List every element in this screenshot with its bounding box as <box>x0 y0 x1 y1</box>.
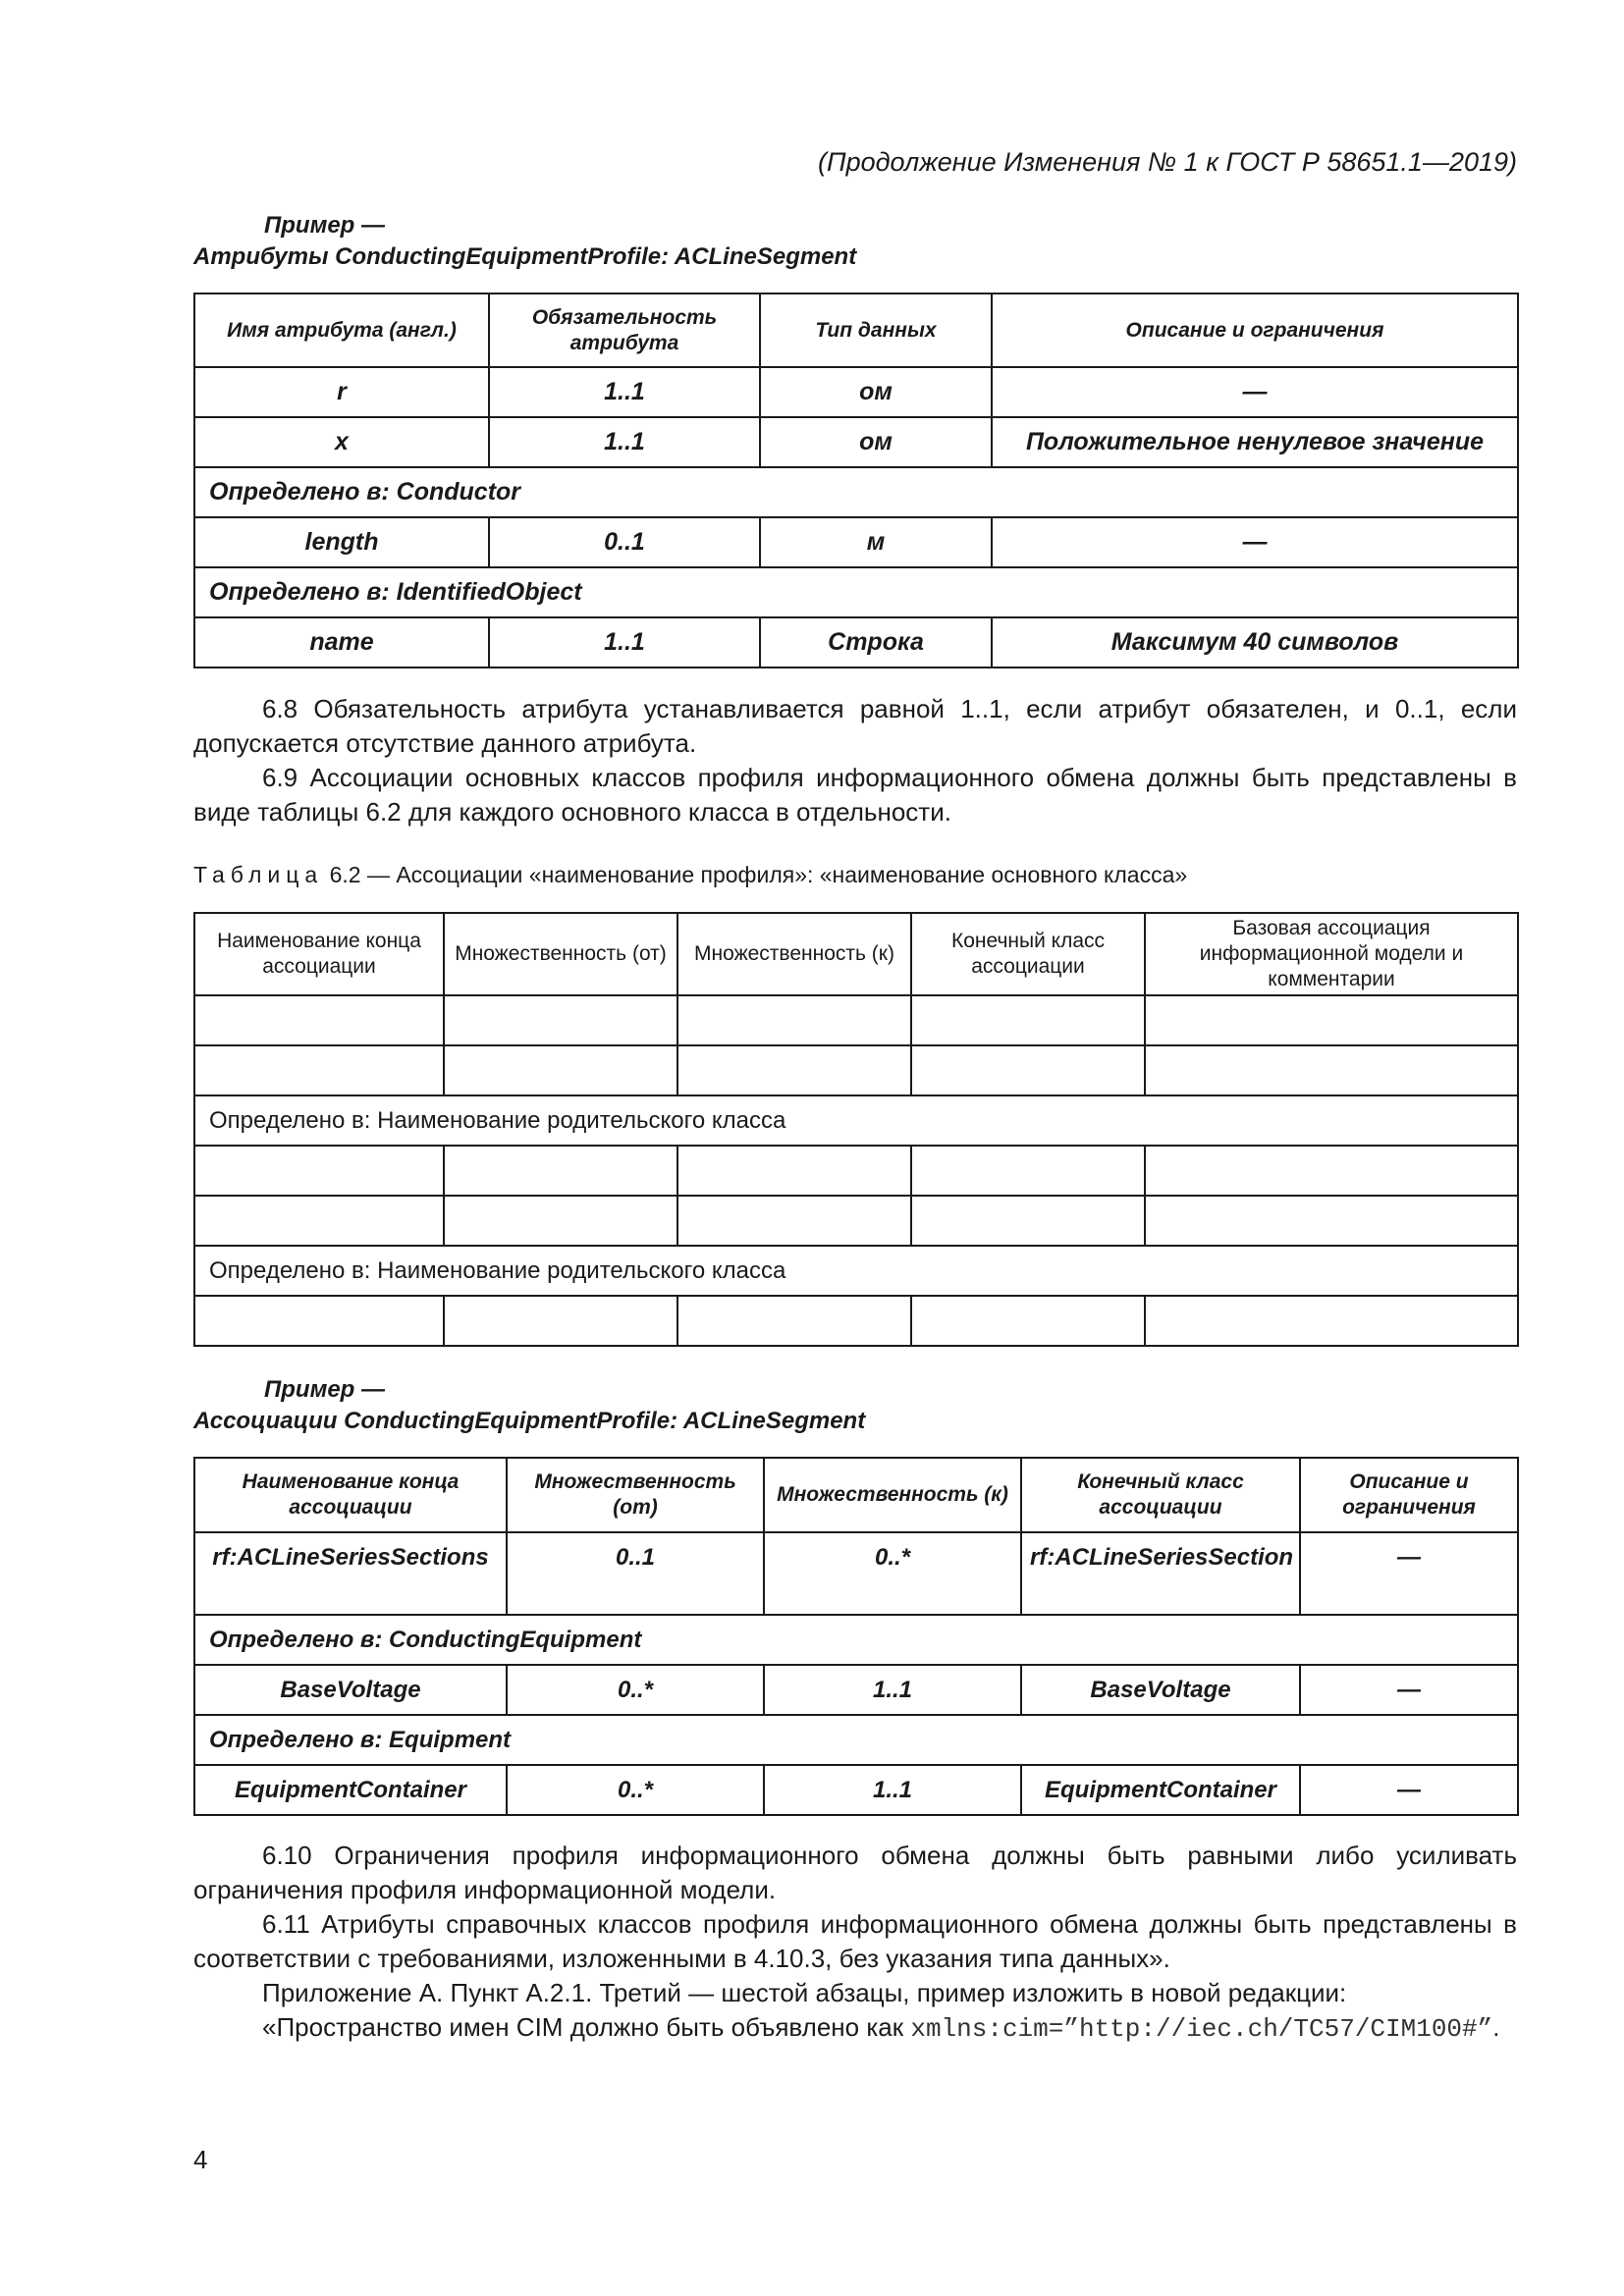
paragraphs-6-8-6-9 <box>193 692 1517 829</box>
empty-cell <box>911 1196 1145 1246</box>
empty-cell <box>444 1196 677 1246</box>
table-header-row <box>194 1458 1518 1532</box>
header-cell: Множественность (от) <box>507 1458 764 1532</box>
table-header-row <box>194 294 1518 367</box>
table-cell: 0..1 <box>507 1532 764 1615</box>
group-row <box>194 1715 1518 1765</box>
table-cell: BaseVoltage <box>1021 1665 1300 1715</box>
header-cell: Множественность (к) <box>677 913 911 995</box>
header-cell: Множественность (к) <box>764 1458 1021 1532</box>
table-cell: 0..* <box>507 1665 764 1715</box>
table-cell: м <box>760 517 992 567</box>
associations-example-table <box>193 1457 1519 1816</box>
group-cell: Определено в: Conductor <box>194 467 1518 517</box>
empty-cell <box>194 1196 444 1246</box>
empty-cell <box>677 1196 911 1246</box>
table-cell: name <box>194 617 489 667</box>
empty-cell <box>911 1146 1145 1196</box>
table-cell: 1..1 <box>489 367 760 417</box>
group-row <box>194 1246 1518 1296</box>
attributes-example-table <box>193 293 1519 668</box>
table-cell: — <box>992 367 1518 417</box>
paragraph-annex: Приложение А. Пункт А.2.1. Третий — шестой абзацы, пример изложить в новой редакции: <box>262 1978 1347 2007</box>
page-number: 4 <box>193 2145 208 2174</box>
group-cell: Определено в: IdentifiedObject <box>194 567 1518 617</box>
table-cell: length <box>194 517 489 567</box>
table2-caption <box>193 862 1187 888</box>
example1-caption: Атрибуты ConductingEquipmentProfile: ACLineSegment <box>193 243 857 270</box>
table-row <box>194 517 1518 567</box>
table-cell: EquipmentContainer <box>194 1765 507 1815</box>
table-cell: 0..* <box>764 1532 1021 1615</box>
example2-label: Пример — <box>264 1376 386 1403</box>
group-row <box>194 467 1518 517</box>
paragraphs-6-10-onward <box>193 1839 1517 2047</box>
header-cell: Имя атрибута (англ.) <box>194 294 489 367</box>
table-row <box>194 417 1518 467</box>
empty-cell <box>194 1045 444 1095</box>
header-cell: Наименование конца ассоциации <box>194 1458 507 1532</box>
table-row <box>194 367 1518 417</box>
group-row <box>194 1095 1518 1146</box>
paragraph-6-8: 6.8 Обязательность атрибута устанавливается равной 1..1, если атрибут обязателен, и 0..1, если допускается отсутствие данного атрибута. <box>193 694 1517 758</box>
table-cell: Положительное ненулевое значение <box>992 417 1518 467</box>
example1-title <box>193 210 856 273</box>
table-row <box>194 1765 1518 1815</box>
table-cell: ом <box>760 367 992 417</box>
empty-row <box>194 1196 1518 1246</box>
table-cell: BaseVoltage <box>194 1665 507 1715</box>
empty-cell <box>911 1296 1145 1346</box>
header-cell: Наименование конца ассоциации <box>194 913 444 995</box>
header-cell: Множественность (от) <box>444 913 677 995</box>
header-cell: Конечный класс ассоциации <box>911 913 1145 995</box>
empty-cell <box>194 1146 444 1196</box>
group-cell: Определено в: Equipment <box>194 1715 1518 1765</box>
table-cell: x <box>194 417 489 467</box>
table-cell: 1..1 <box>764 1765 1021 1815</box>
table-cell: EquipmentContainer <box>1021 1765 1300 1815</box>
empty-cell <box>1145 1196 1518 1246</box>
table-cell: 1..1 <box>764 1665 1021 1715</box>
group-row <box>194 1615 1518 1665</box>
empty-cell <box>677 1045 911 1095</box>
empty-cell <box>677 1146 911 1196</box>
empty-cell <box>677 1296 911 1346</box>
empty-cell <box>1145 1146 1518 1196</box>
empty-cell <box>444 1296 677 1346</box>
header-cell: Конечный класс ассоциации <box>1021 1458 1300 1532</box>
table-row <box>194 617 1518 667</box>
empty-cell <box>1145 1296 1518 1346</box>
empty-row <box>194 1146 1518 1196</box>
paragraph-6-10: 6.10 Ограничения профиля информационного обмена должны быть равными либо усиливать ограничения профиля информационной модели. <box>193 1841 1517 1904</box>
empty-cell <box>444 995 677 1045</box>
paragraph-6-9: 6.9 Ассоциации основных классов профиля информационного обмена должны быть представлены в виде таблицы 6.2 для каждого основного класса в отдельности. <box>193 763 1517 827</box>
empty-cell <box>1145 1045 1518 1095</box>
example1-label: Пример — <box>264 212 386 239</box>
empty-cell <box>911 995 1145 1045</box>
table-header-row <box>194 913 1518 995</box>
group-cell: Определено в: Наименование родительского класса <box>194 1095 1518 1146</box>
cim-prefix: «Пространство имен CIM должно быть объявлено как <box>262 2012 904 2042</box>
table-cell: Строка <box>760 617 992 667</box>
table-cell: — <box>1300 1532 1518 1615</box>
empty-cell <box>677 995 911 1045</box>
header-cell: Описание и ограничения <box>992 294 1518 367</box>
header-cell: Описание и ограничения <box>1300 1458 1518 1532</box>
empty-row <box>194 1045 1518 1095</box>
empty-cell <box>194 995 444 1045</box>
empty-cell <box>1145 995 1518 1045</box>
page-header: (Продолжение Изменения № 1 к ГОСТ Р 58651.1—2019) <box>818 147 1517 177</box>
example2-title <box>193 1374 865 1437</box>
table-cell: 0..1 <box>489 517 760 567</box>
associations-template-table <box>193 912 1519 1347</box>
header-cell: Тип данных <box>760 294 992 367</box>
group-cell: Определено в: Наименование родительского класса <box>194 1246 1518 1296</box>
group-cell: Определено в: ConductingEquipment <box>194 1615 1518 1665</box>
paragraph-6-11: 6.11 Атрибуты справочных классов профиля информационного обмена должны быть представлены в соответствии с требованиями, изложенными в 4.10.3, без указания типа данных». <box>193 1909 1517 1973</box>
header-cell: Обязательность атрибута <box>489 294 760 367</box>
table-cell: 1..1 <box>489 617 760 667</box>
table-row <box>194 1665 1518 1715</box>
empty-cell <box>444 1146 677 1196</box>
empty-cell <box>444 1045 677 1095</box>
empty-cell <box>194 1296 444 1346</box>
empty-row <box>194 995 1518 1045</box>
header-cell: Базовая ассоциация информационной модели и комментарии <box>1145 913 1518 995</box>
table-cell: — <box>1300 1665 1518 1715</box>
table-cell: 1..1 <box>489 417 760 467</box>
table-cell: rf:ACLineSeriesSection <box>1021 1532 1300 1615</box>
table-cell: ом <box>760 417 992 467</box>
cim-namespace-code: xmlns:cim=”http://iec.ch/TC57/CIM100#” <box>910 2014 1493 2044</box>
group-row <box>194 567 1518 617</box>
table-cell: — <box>1300 1765 1518 1815</box>
empty-cell <box>911 1045 1145 1095</box>
table-cell: 0..* <box>507 1765 764 1815</box>
table-cell: — <box>992 517 1518 567</box>
table-cell: r <box>194 367 489 417</box>
table-row <box>194 1532 1518 1615</box>
example2-caption: Ассоциации ConductingEquipmentProfile: ACLineSegment <box>193 1408 866 1434</box>
table-caption-label: Таблица <box>193 862 324 887</box>
table-caption-text: 6.2 — Ассоциации «наименование профиля»: «наименование основного класса» <box>329 862 1188 887</box>
paragraph-cim <box>193 2010 1517 2047</box>
table-cell: Максимум 40 символов <box>992 617 1518 667</box>
table-cell: rf:ACLineSeriesSections <box>194 1532 507 1615</box>
empty-row <box>194 1296 1518 1346</box>
cim-suffix: . <box>1492 2012 1500 2042</box>
